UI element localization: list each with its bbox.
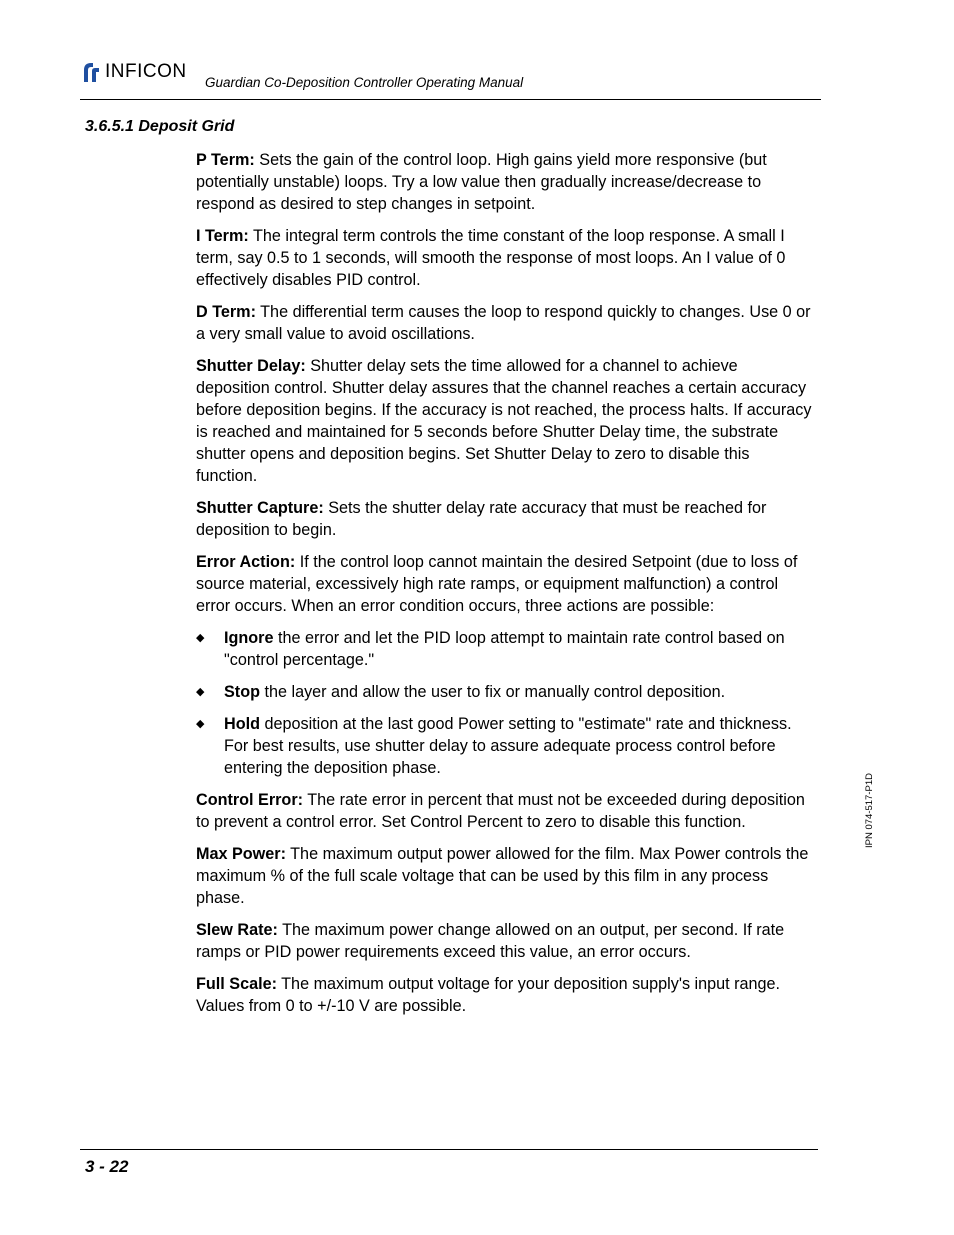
paragraph-p-term [196,149,814,215]
term-label: Slew Rate: [196,921,278,939]
term-text: The maximum output power allowed for the film. Max Power controls the maximum % of the full scale voltage that can be used by this film in any process phase. [196,845,809,907]
paragraph-max-power [196,843,814,909]
bullet-label: Hold [224,715,260,733]
error-action-list [196,627,814,779]
paragraph-d-term [196,301,814,345]
term-text: Sets the gain of the control loop. High gains yield more responsive (but potentially unstable) loops. Try a low value then gradually increase/decrease to respond as desired to step changes in setpoint. [196,151,767,213]
diamond-bullet-icon: ◆ [196,686,205,698]
term-text: The rate error in percent that must not be exceeded during deposition to prevent a control error. Set Control Percent to zero to disable this function. [196,791,805,831]
paragraph-full-scale [196,973,814,1017]
logo-wordmark: INFICON [105,61,187,82]
term-text: Shutter delay sets the time allowed for a channel to achieve deposition control. Shutter delay assures that the channel reaches a certain accuracy before deposition begins. If the accuracy is not reached, the process halts. If accuracy is reached and maintained for 5 seconds before Shutter Delay time, the substrate shutter opens and deposition begins. Set Shutter Delay to zero to disable this function. [196,357,812,485]
bullet-label: Stop [224,683,260,701]
term-label: Shutter Delay: [196,357,306,375]
inficon-logo [80,58,187,86]
term-text: The maximum power change allowed on an output, per second. If rate ramps or PID power requirements exceed this value, an error occurs. [196,921,785,961]
term-label: Max Power: [196,845,286,863]
inficon-logo-mark-icon [80,61,102,83]
term-text: The maximum output voltage for your deposition supply's input range. Values from 0 to +/-10 V are possible. [196,975,781,1015]
bullet-text: the layer and allow the user to fix or manually control deposition. [259,683,726,701]
diamond-bullet-icon: ◆ [196,632,205,644]
footer-rule [80,1149,818,1150]
term-label: Full Scale: [196,975,277,993]
section-heading: 3.6.5.1 Deposit Grid [85,118,235,135]
page-content [196,149,814,1027]
paragraph-shutter-delay [196,355,814,487]
term-label: I Term: [196,227,249,245]
document-part-number: IPN 074-517-P1D [864,773,875,848]
term-text: Sets the shutter delay rate accuracy that must be reached for deposition to begin. [196,499,767,539]
paragraph-error-action [196,551,814,617]
paragraph-shutter-capture [196,497,814,541]
list-item-stop [196,681,814,703]
term-text: If the control loop cannot maintain the desired Setpoint (due to loss of source material, excessively high rate ramps, or equipment malfunction) a control error occurs. When an error condition occurs, three actions are possible: [196,553,798,615]
list-item-hold [196,713,814,779]
bullet-text: the error and let the PID loop attempt to maintain rate control based on "control percentage." [224,629,785,669]
diamond-bullet-icon: ◆ [196,718,205,730]
term-label: Shutter Capture: [196,499,324,517]
term-label: Control Error: [196,791,304,809]
header-rule [80,99,821,100]
term-label: P Term: [196,151,255,169]
term-label: D Term: [196,303,256,321]
page-number: 3 - 22 [85,1157,129,1176]
term-label: Error Action: [196,553,296,571]
bullet-text: deposition at the last good Power setting to "estimate" rate and thickness. For best results, use shutter delay to assure adequate process control before entering the deposition phase. [224,715,792,777]
paragraph-control-error [196,789,814,833]
list-item-ignore [196,627,814,671]
manual-title: Guardian Co-Deposition Controller Operating Manual [205,75,524,90]
bullet-label: Ignore [224,629,274,647]
term-text: The integral term controls the time constant of the loop response. A small I term, say 0.5 to 1 seconds, will smooth the response of most loops. An I value of 0 effectively disables PID control. [196,227,786,289]
term-text: The differential term causes the loop to respond quickly to changes. Use 0 or a very small value to avoid oscillations. [196,303,811,343]
paragraph-slew-rate [196,919,814,963]
page-header [80,56,820,100]
paragraph-i-term [196,225,814,291]
